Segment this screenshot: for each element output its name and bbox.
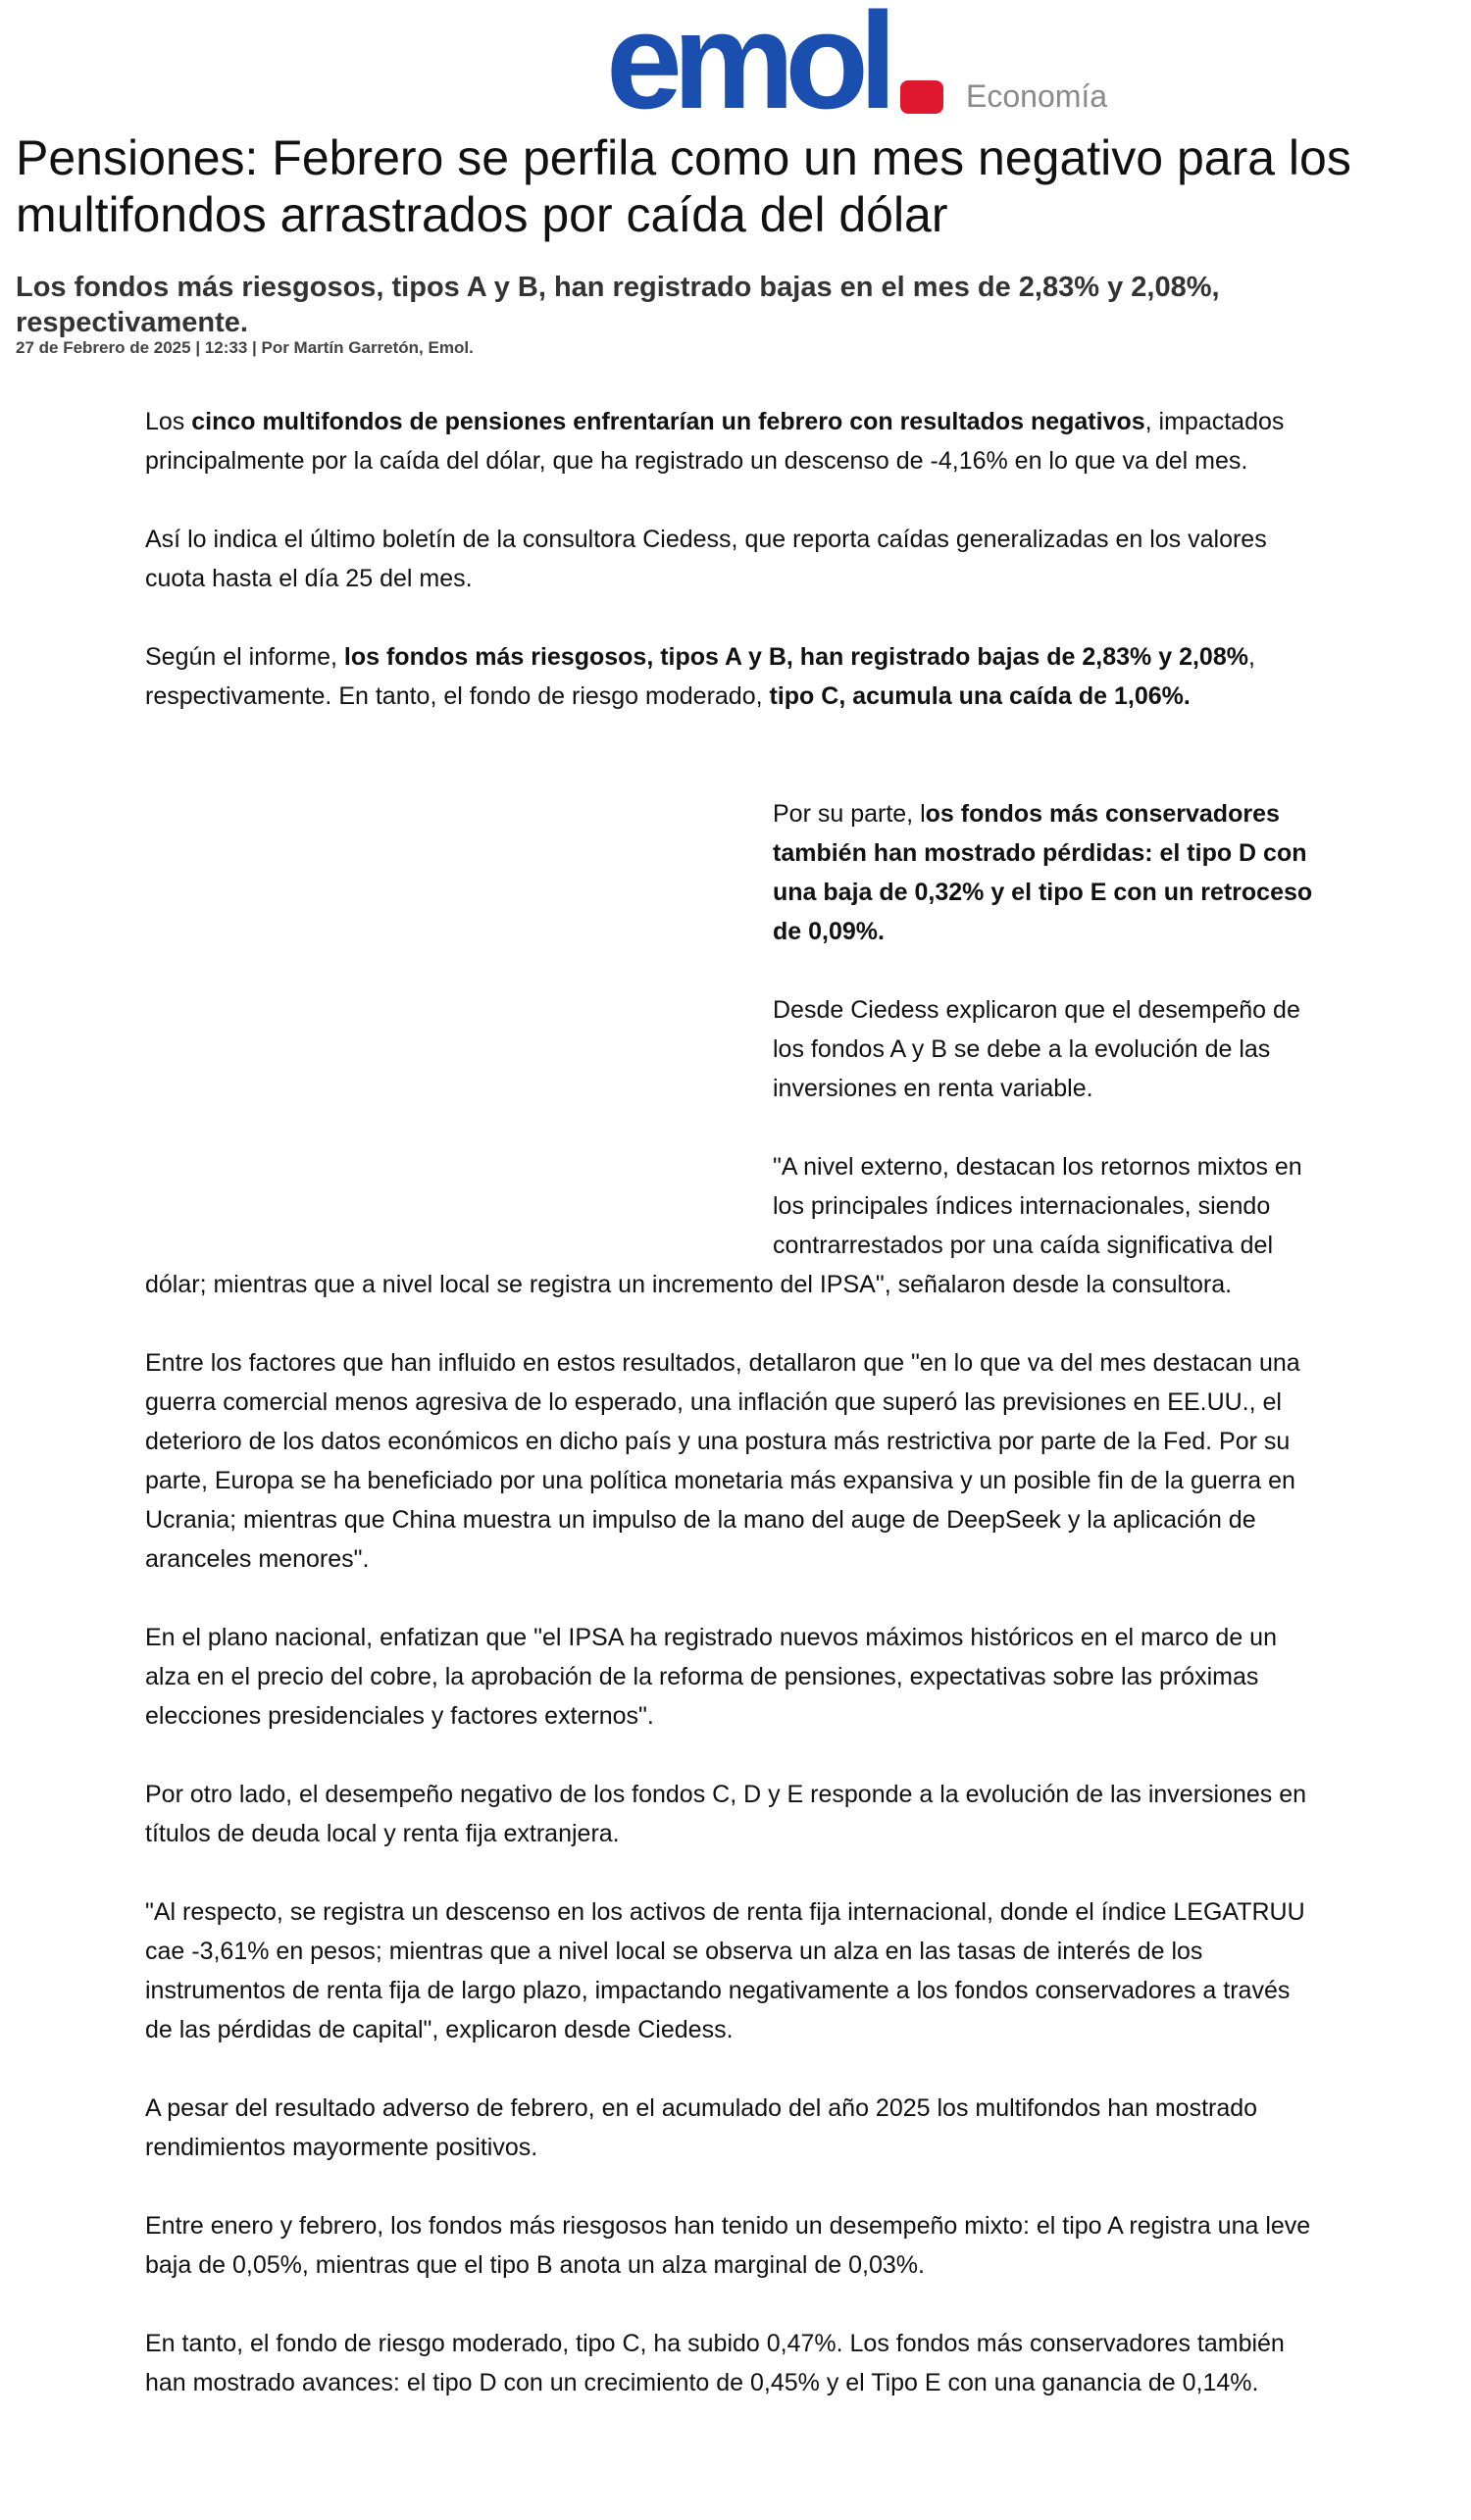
paragraph-3: Según el informe, los fondos más riesgosos, tipos A y B, han registrado bajas de 2,83% y 2,08%, respectivamente. En tanto, el fondo de riesgo moderado, tipo C, acumula una caída de 1,06%. bbox=[145, 643, 1255, 710]
section-label[interactable]: Economía bbox=[966, 78, 1108, 114]
paragraph-5: Desde Ciedess explicaron que el desempeño de los fondos A y B se debe a la evolución de las inversiones en renta variable. bbox=[773, 996, 1300, 1102]
paragraph-1: Los cinco multifondos de pensiones enfrentarían un febrero con resultados negativos, impactados principalmente por la caída del dólar, que ha registrado un descenso de -4,16% en lo que va del mes. bbox=[145, 408, 1285, 475]
embedded-media-placeholder bbox=[145, 794, 773, 1255]
paragraph-10: "Al respecto, se registra un descenso en los activos de renta fija internacional, donde el índice LEGATRUU cae -3,61% en pesos; mientras que a nivel local se observa un alza en las tasas de interés de los instrumentos de renta fija de largo plazo, impactando negativamente a los fondos conservadores a través de las pérdidas de capital", explicaron desde Ciedess. bbox=[145, 1898, 1305, 2043]
site-header bbox=[0, 0, 1471, 137]
paragraph-2: Así lo indica el último boletín de la consultora Ciedess, que reporta caídas generalizadas en los valores cuota hasta el día 25 del mes. bbox=[145, 526, 1267, 592]
article-body bbox=[145, 402, 1322, 2442]
paragraph-13: En tanto, el fondo de riesgo moderado, tipo C, ha subido 0,47%. Los fondos más conservadores también han mostrado avances: el tipo D con un crecimiento de 0,45% y el Tipo E con una ganancia de 0,14%. bbox=[145, 2330, 1285, 2396]
paragraph-4: Por su parte, los fondos más conservadores también han mostrado pérdidas: el tipo D con una baja de 0,32% y el tipo E con un retroceso de 0,09%. bbox=[773, 800, 1313, 945]
logo-dot-icon bbox=[900, 80, 943, 114]
paragraph-6: "A nivel externo, destacan los retornos mixtos en los principales índices internacionales, siendo contrarrestados por una caída significativa del dólar; mientras que a nivel local se registra un incremento del IPSA", señalaron desde la consultora. bbox=[145, 1153, 1302, 1298]
article-title: Pensiones: Febrero se perfila como un mes negativo para los multifondos arrastrados por caída del dólar bbox=[16, 130, 1351, 242]
article-byline: 27 de Febrero de 2025 | 12:33 | Por Martín Garretón, Emol. bbox=[16, 338, 474, 357]
paragraph-7: Entre los factores que han influido en estos resultados, detallaron que "en lo que va del mes destacan una guerra comercial menos agresiva de lo esperado, una inflación que superó las previsiones en EE.UU., el deterioro de los datos económicos en dicho país y una postura más restrictiva por parte de la Fed. Por su parte, Europa se ha beneficiado por una política monetaria más expansiva y un posible fin de la guerra en Ucrania; mientras que China muestra un impulso de la mano del auge de DeepSeek y la aplicación de aranceles menores". bbox=[145, 1349, 1300, 1573]
paragraph-9: Por otro lado, el desempeño negativo de los fondos C, D y E responde a la evolución de las inversiones en títulos de deuda local y renta fija extranjera. bbox=[145, 1781, 1307, 1847]
article-subtitle: Los fondos más riesgosos, tipos A y B, han registrado bajas en el mes de 2,83% y 2,08%, respectivamente. bbox=[16, 272, 1220, 339]
paragraph-11: A pesar del resultado adverso de febrero, en el acumulado del año 2025 los multifondos han mostrado rendimientos mayormente positivos. bbox=[145, 2094, 1258, 2161]
paragraph-8: En el plano nacional, enfatizan que "el IPSA ha registrado nuevos máximos históricos en el marco de un alza en el precio del cobre, la aprobación de la reforma de pensiones, expectativas sobre las próximas elecciones presidenciales y factores externos". bbox=[145, 1624, 1277, 1730]
paragraph-12: Entre enero y febrero, los fondos más riesgosos han tenido un desempeño mixto: el tipo A registra una leve baja de 0,05%, mientras que el tipo B anota un alza marginal de 0,03%. bbox=[145, 2212, 1311, 2279]
emol-logo[interactable]: emol bbox=[606, 0, 888, 137]
